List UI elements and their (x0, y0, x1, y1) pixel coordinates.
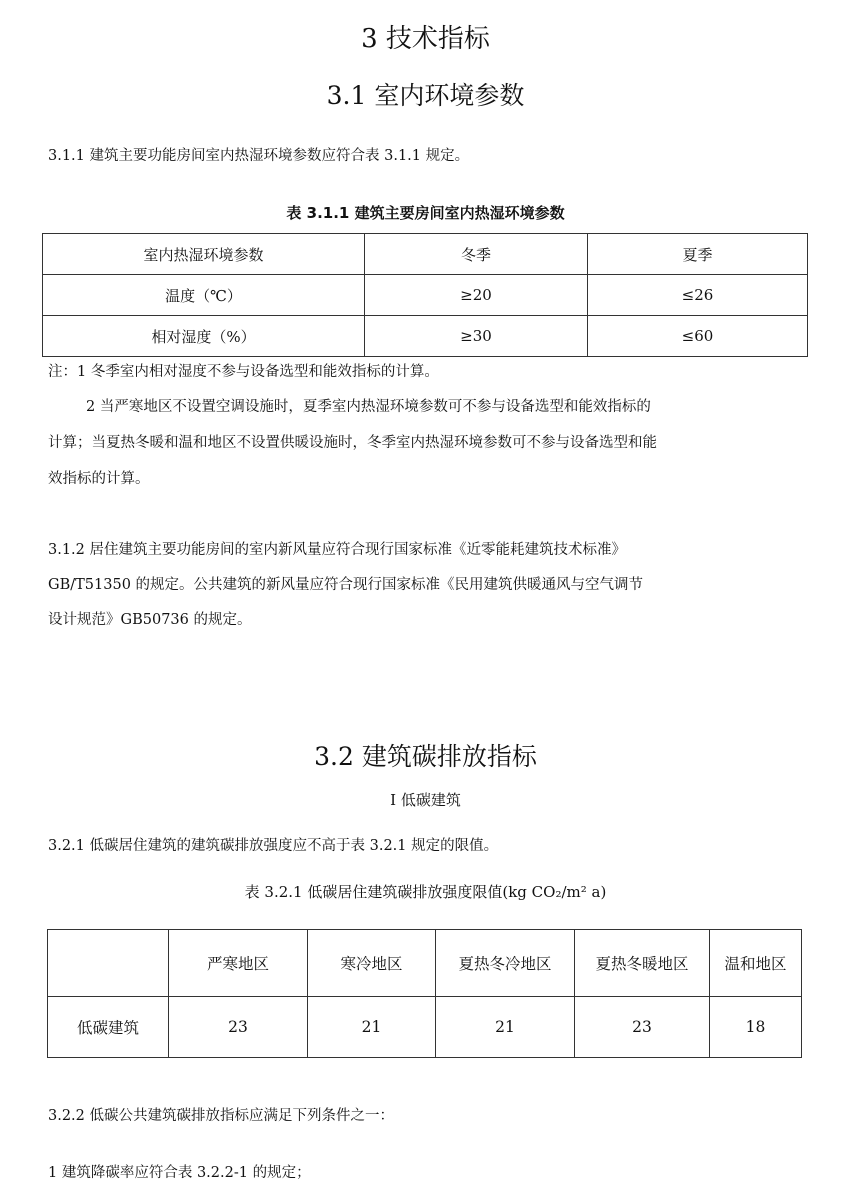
list-item-1: 1 建筑降碳率应符合表 3.2.2-1 的规定； (48, 1165, 311, 1181)
table-header-cell (48, 930, 169, 997)
section-title-3-2: 3.2 建筑碳排放指标 (314, 742, 537, 771)
table-header-cell: 室内热湿环境参数 (43, 234, 365, 275)
table-note-2-cont: 计算；当夏热冬暖和温和地区不设置供暖设施时，冬季室内热湿环境参数可不参与设备选型和能 (48, 435, 657, 451)
table-note-1: 注：1 冬季室内相对湿度不参与设备选型和能效指标的计算。 (48, 364, 439, 380)
table-3-2-1 (47, 929, 802, 1058)
table-cell: ≤60 (588, 316, 808, 357)
table-header-cell: 冬季 (365, 234, 588, 275)
table-cell: 18 (710, 997, 802, 1058)
table-cell: 23 (169, 997, 308, 1058)
clause-3-2-1: 3.2.1 低碳居住建筑的建筑碳排放强度应不高于表 3.2.1 规定的限值。 (48, 838, 499, 854)
table-header-cell: 夏季 (588, 234, 808, 275)
table-3-2-1-caption: 表 3.2.1 低碳居住建筑碳排放强度限值(kg CO₂/m² a) (244, 883, 607, 901)
table-cell: 相对湿度（%） (43, 316, 365, 357)
table-3-1-1 (42, 233, 808, 357)
clause-3-1-2-line-1: 3.1.2 居住建筑主要功能房间的室内新风量应符合现行国家标准《近零能耗建筑技术标准》 (48, 542, 626, 558)
table-header-row (48, 930, 802, 997)
table-row (43, 316, 808, 357)
clause-3-1-2-line-3: 设计规范》GB50736 的规定。 (48, 612, 252, 628)
table-note-2-end: 效指标的计算。 (48, 471, 150, 487)
table-row (48, 997, 802, 1058)
table-cell: ≥20 (365, 275, 588, 316)
table-header-cell: 夏热冬暖地区 (575, 930, 710, 997)
table-cell: ≤26 (588, 275, 808, 316)
clause-3-1-2-line-2: GB/T51350 的规定。公共建筑的新风量应符合现行国家标准《民用建筑供暖通风与空气调节 (48, 577, 644, 593)
table-header-cell: 严寒地区 (169, 930, 308, 997)
table-cell: ≥30 (365, 316, 588, 357)
table-header-cell: 温和地区 (710, 930, 802, 997)
table-cell: 23 (575, 997, 710, 1058)
table-cell: 21 (308, 997, 436, 1058)
table-header-cell: 寒冷地区 (308, 930, 436, 997)
table-cell: 低碳建筑 (48, 997, 169, 1058)
clause-3-1-1: 3.1.1 建筑主要功能房间室内热湿环境参数应符合表 3.1.1 规定。 (48, 148, 470, 164)
table-cell: 温度（℃） (43, 275, 365, 316)
table-header-row (43, 234, 808, 275)
table-header-cell: 夏热冬冷地区 (436, 930, 575, 997)
table-row (43, 275, 808, 316)
clause-3-2-2: 3.2.2 低碳公共建筑碳排放指标应满足下列条件之一： (48, 1108, 395, 1124)
table-cell: 21 (436, 997, 575, 1058)
table-note-2: 2 当严寒地区不设置空调设施时，夏季室内热湿环境参数可不参与设备选型和能效指标的 (86, 399, 651, 415)
table-3-1-1-caption: 表 3.1.1 建筑主要房间室内热湿环境参数 (286, 204, 565, 222)
chapter-title: 3 技术指标 (361, 24, 490, 54)
subsection-title: I 低碳建筑 (390, 791, 461, 809)
section-title-3-1: 3.1 室内环境参数 (326, 81, 525, 110)
